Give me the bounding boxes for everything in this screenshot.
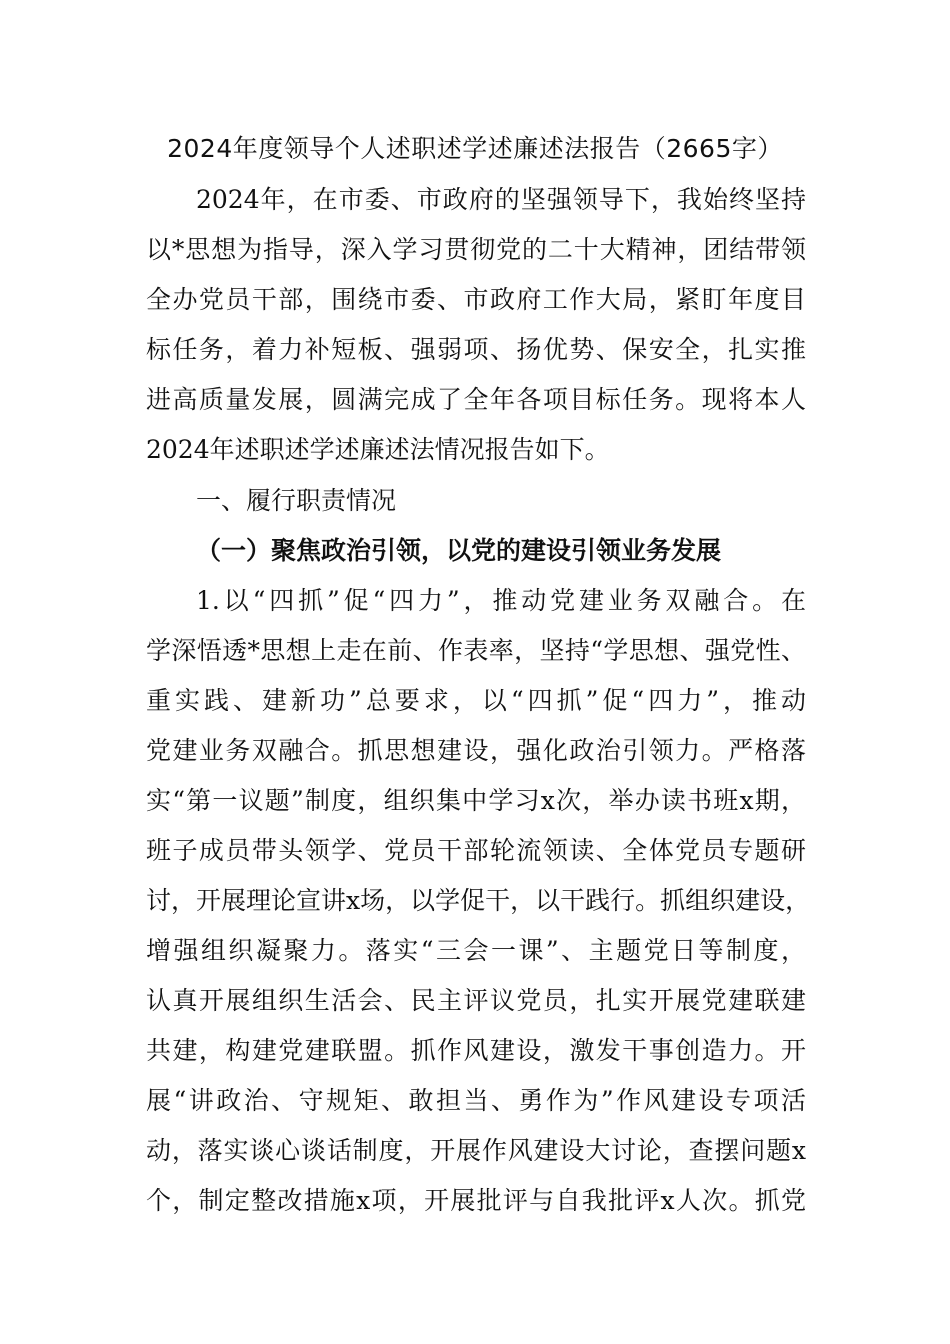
- paragraph-line: 2024年述职述学述廉述法情况报告如下。: [146, 435, 610, 464]
- document-title: 2024年度领导个人述职述学述廉述法报告（2665字）: [167, 134, 783, 163]
- paragraph-line: 实“第一议题”制度，组织集中学习x次，举办读书班x期，: [146, 786, 806, 815]
- paragraph-line: 重实践、建新功”总要求，以“四抓”促“四力”，推动: [146, 686, 806, 715]
- paragraph-line: 展“讲政治、守规矩、敢担当、勇作为”作风建设专项活: [146, 1086, 806, 1115]
- paragraph-line: 进高质量发展，圆满完成了全年各项目标任务。现将本人: [146, 385, 806, 414]
- paragraph-line: 标任务，着力补短板、强弱项、扬优势、保安全，扎实推: [146, 335, 806, 364]
- subsection-heading: （一）聚焦政治引领，以党的建设引领业务发展: [196, 536, 722, 565]
- paragraph-line: 动，落实谈心谈话制度，开展作风建设大讨论，查摆问题x: [146, 1136, 806, 1165]
- paragraph-line: 2024年，在市委、市政府的坚强领导下，我始终坚持: [196, 185, 806, 214]
- paragraph-line: 班子成员带头领学、党员干部轮流领读、全体党员专题研: [146, 836, 806, 865]
- paragraph-line: 个，制定整改措施x项，开展批评与自我批评x人次。抓党: [146, 1186, 806, 1215]
- paragraph-line: 以*思想为指导，深入学习贯彻党的二十大精神，团结带领: [146, 235, 806, 264]
- paragraph-line: 1.以“四抓”促“四力”，推动党建业务双融合。在: [196, 586, 806, 615]
- paragraph-line: 学深悟透*思想上走在前、作表率，坚持“学思想、强党性、: [146, 636, 806, 665]
- section-heading: 一、履行职责情况: [196, 486, 397, 515]
- paragraph-line: 增强组织凝聚力。落实“三会一课”、主题党日等制度，: [146, 936, 806, 965]
- paragraph-line: 党建业务双融合。抓思想建设，强化政治引领力。严格落: [146, 736, 806, 765]
- paragraph-line: 共建，构建党建联盟。抓作风建设，激发干事创造力。开: [146, 1036, 806, 1065]
- paragraph-line: 认真开展组织生活会、民主评议党员，扎实开展党建联建: [146, 986, 806, 1015]
- paragraph-line: 讨，开展理论宣讲x场，以学促干，以干践行。抓组织建设，: [146, 886, 811, 915]
- paragraph-line: 全办党员干部，围绕市委、市政府工作大局，紧盯年度目: [146, 285, 806, 314]
